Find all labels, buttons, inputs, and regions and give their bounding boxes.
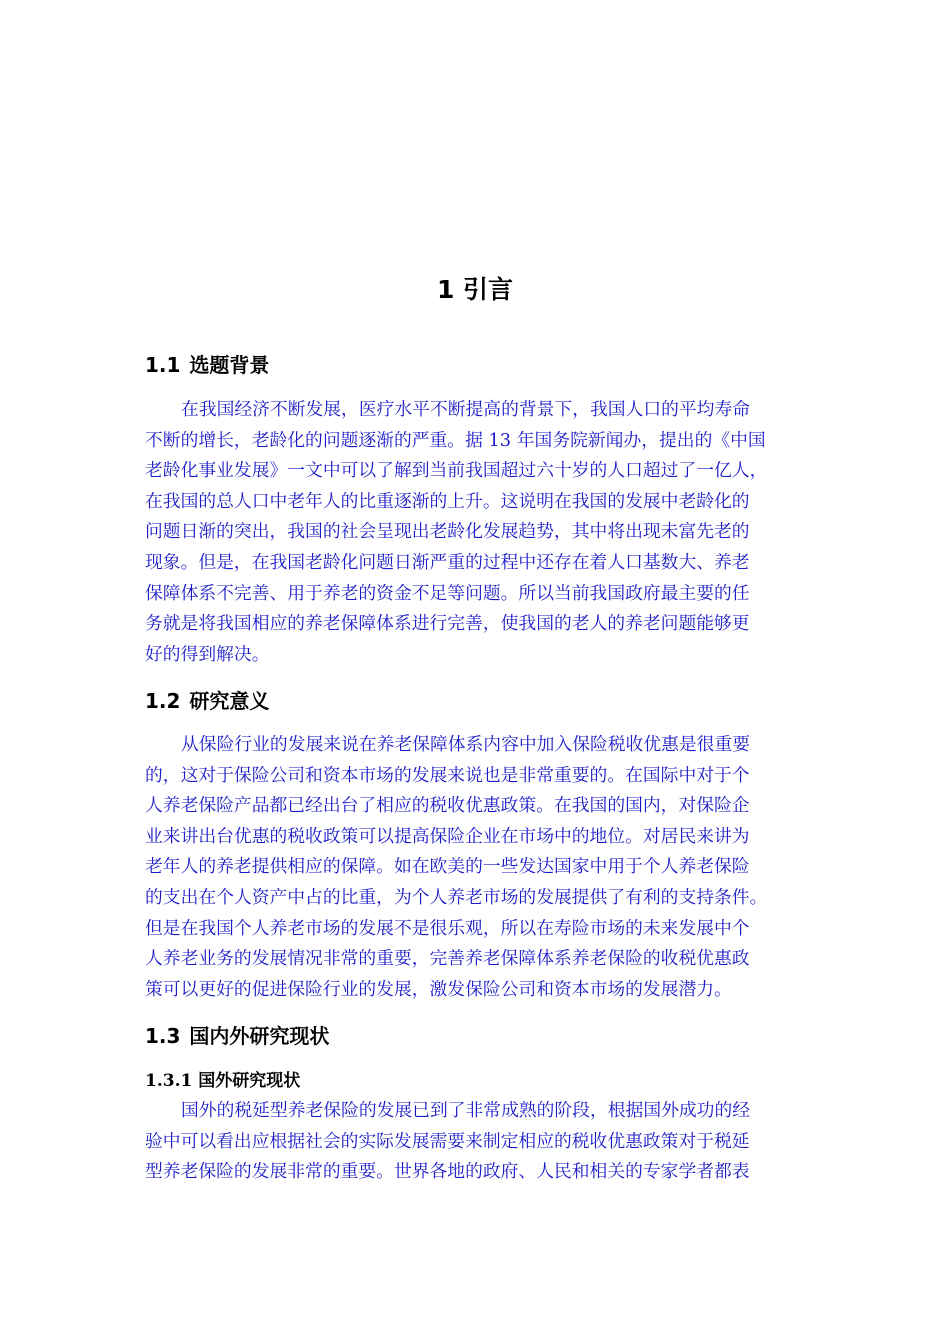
- text-line: 现象。但是，在我国老龄化问题日渐严重的过程中还存在着人口基数大、养老: [145, 551, 750, 573]
- text-line: 保障体系不完善、用于养老的资金不足等问题。所以当前我国政府最主要的任: [145, 582, 750, 604]
- section-title: 国内外研究现状: [189, 1024, 330, 1048]
- text-line: 的，这对于保险公司和资本市场的发展来说也是非常重要的。在国际中对于个: [145, 764, 750, 786]
- text-line: 验中可以看出应根据社会的实际发展需要来制定相应的税收优惠政策对于税延: [145, 1130, 750, 1152]
- text-line: 不断的增长，老龄化的问题逐渐的严重。据 13 年国务院新闻办，提出的《中国: [145, 429, 766, 451]
- section-heading-background: [145, 350, 269, 380]
- paragraph-significance: [145, 730, 825, 1005]
- text-line: 好的得到解决。: [145, 643, 270, 665]
- subsection-number: 1.3.1: [145, 1071, 193, 1091]
- subsection-title: 国外研究现状: [198, 1071, 301, 1091]
- section-number: 1.1: [145, 353, 181, 377]
- text-line: 人养老保险产品都已经出台了相应的税收优惠政策。在我国的国内，对保险企: [145, 795, 750, 817]
- chapter-title: 1 引言: [436, 275, 514, 304]
- text-line: 在我国的总人口中老年人的比重逐渐的上升。这说明在我国的发展中老龄化的: [145, 490, 750, 512]
- text-line: 在我国经济不断发展，医疗水平不断提高的背景下，我国人口的平均寿命: [181, 399, 751, 420]
- text-line: 老年人的养老提供相应的保障。如在欧美的一些发达国家中用于个人养老保险: [145, 856, 750, 878]
- text-line: 老龄化事业发展》一文中可以了解到当前我国超过六十岁的人口超过了一亿人，: [145, 460, 768, 482]
- section-number: 1.2: [145, 689, 181, 713]
- text-line: 但是在我国个人养老市场的发展不是很乐观，所以在寿险市场的未来发展中个: [145, 917, 750, 939]
- text-line: 的支出在个人资产中占的比重，为个人养老市场的发展提供了有利的支持条件。: [145, 886, 768, 908]
- section-number: 1.3: [145, 1024, 181, 1048]
- section-title: 选题背景: [189, 353, 270, 377]
- subsection-heading-foreign: [145, 1067, 300, 1095]
- text-line: 从保险行业的发展来说在养老保障体系内容中加入保险税收优惠是很重要: [181, 734, 751, 755]
- text-line: 问题日渐的突出，我国的社会呈现出老龄化发展趋势，其中将出现未富先老的: [145, 521, 750, 543]
- text-line: 人养老业务的发展情况非常的重要，完善养老保障体系养老保险的收税优惠政: [145, 948, 750, 970]
- text-line: 务就是将我国相应的养老保障体系进行完善，使我国的老人的养老问题能够更: [145, 613, 750, 635]
- text-line: 业来讲出台优惠的税收政策可以提高保险企业在市场中的地位。对居民来讲为: [145, 825, 750, 847]
- text-line: 国外的税延型养老保险的发展已到了非常成熟的阶段，根据国外成功的经: [181, 1100, 751, 1121]
- section-heading-significance: [145, 686, 269, 716]
- section-title: 研究意义: [189, 689, 270, 713]
- text-line: 型养老保险的发展非常的重要。世界各地的政府、人民和相关的专家学者都表: [145, 1161, 750, 1183]
- section-heading-research-status: [145, 1021, 329, 1051]
- paragraph-foreign-research: [145, 1096, 825, 1188]
- paragraph-background: [145, 395, 825, 670]
- text-line: 策可以更好的促进保险行业的发展，激发保险公司和资本市场的发展潜力。: [145, 978, 732, 1000]
